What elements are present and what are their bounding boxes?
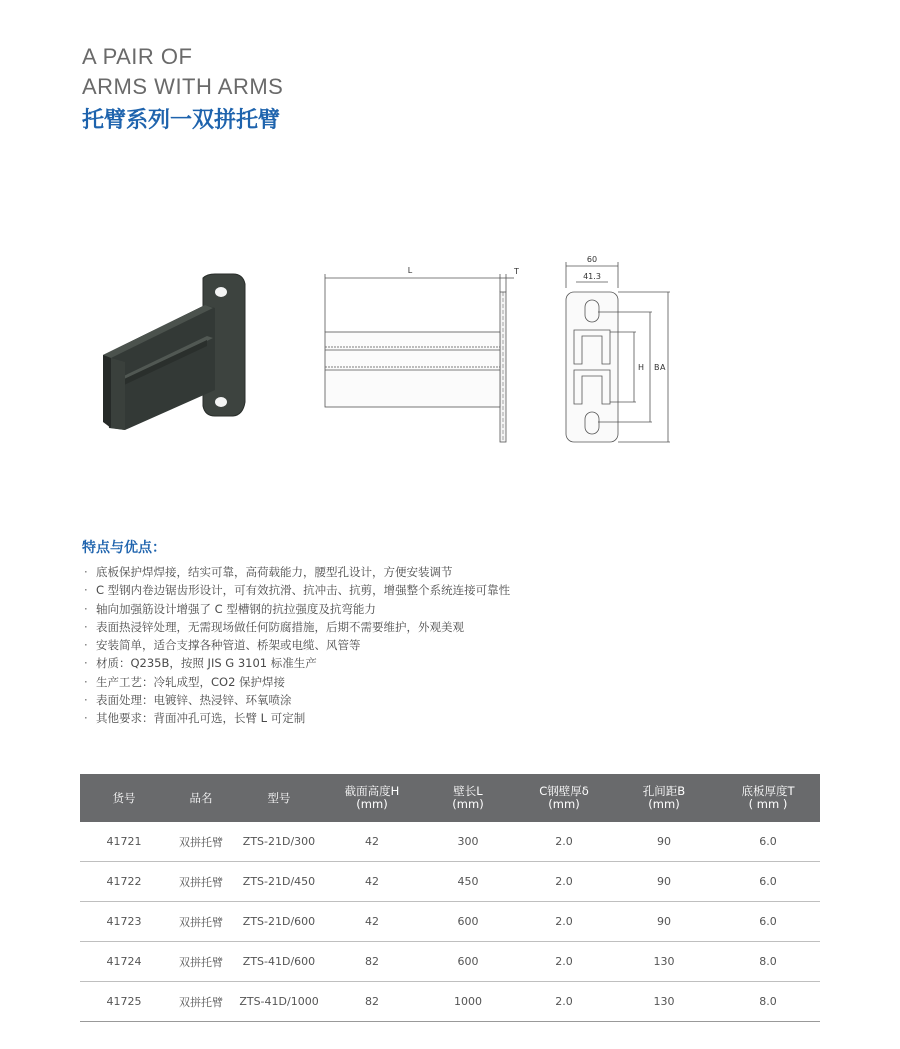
header-item-no: 货号 [80, 774, 168, 822]
table-header-row [80, 774, 820, 822]
side-label-L: L [407, 266, 413, 275]
title-en-line1: A PAIR OF [82, 44, 193, 69]
feature-item: · 表面热浸锌处理，无需现场做任何防腐措施，后期不需要维护，外观美观 [84, 619, 464, 634]
feature-item: · 安装简单，适合支撑各种管道、桥架或电缆、风管等 [84, 638, 361, 653]
product-photo [95, 270, 255, 435]
table-row: 41725 双拼托臂 ZTS-41D/1000 82 1000 2.0 130 8.0 [80, 982, 820, 1022]
features-list [84, 563, 510, 728]
end-dim-41-3: 41.3 [583, 272, 601, 281]
feature-item: · 底板保护焊焊接，结实可靠，高荷载能力，腰型孔设计，方便安装调节 [84, 565, 453, 579]
feature-item: · 材质：Q235B，按照 JIS G 3101 标准生产 [84, 656, 317, 671]
end-label-A: A [660, 363, 666, 372]
feature-item: · 其他要求：背面冲孔可选，长臂 L 可定制 [84, 711, 306, 726]
header-model: 型号 [234, 774, 324, 822]
header-height-h: 截面高度H (mm) [324, 774, 420, 822]
end-label-H: H [638, 363, 645, 372]
feature-item: · 生产工艺：冷轧成型，CO2 保护焊接 [84, 674, 286, 689]
spec-table [80, 774, 820, 1022]
end-label-B: B [654, 363, 660, 372]
table-row: 41723 双拼托臂 ZTS-21D/600 42 600 2.0 90 6.0 [80, 902, 820, 942]
table-row: 41724 双拼托臂 ZTS-41D/600 82 600 2.0 130 8.0 [80, 942, 820, 982]
feature-item: · C 型钢内卷边锯齿形设计，可有效抗滑、抗冲击、抗剪，增强整个系统连接可靠性 [84, 583, 511, 598]
side-label-T: T [514, 267, 519, 276]
end-dim-60: 60 [586, 255, 598, 264]
feature-item: · 表面处理：电镀锌、热浸锌、环氧喷涂 [84, 693, 292, 708]
features-title: 特点与优点： [82, 540, 166, 556]
header-plate-thickness: 底板厚度T ( mm ) [716, 774, 820, 822]
end-view-drawing [556, 252, 676, 447]
feature-item: · 轴向加强筋设计增强了 C 型槽钢的抗拉强度及抗弯能力 [84, 601, 376, 616]
header-hole-spacing: 孔间距B (mm) [612, 774, 716, 822]
side-view-drawing [318, 262, 528, 452]
header-length-l: 壁长L (mm) [420, 774, 516, 822]
title-en-line2: ARMS WITH ARMS [82, 74, 284, 99]
header-thickness: C钢壁厚δ (mm) [516, 774, 612, 822]
table-row: 41722 双拼托臂 ZTS-21D/450 42 450 2.0 90 6.0 [80, 862, 820, 902]
header-name: 品名 [168, 774, 234, 822]
table-row: 41721 双拼托臂 ZTS-21D/300 42 300 2.0 90 6.0 [80, 822, 820, 862]
title-cn: 托臂系列一双拼托臂 [82, 108, 281, 133]
